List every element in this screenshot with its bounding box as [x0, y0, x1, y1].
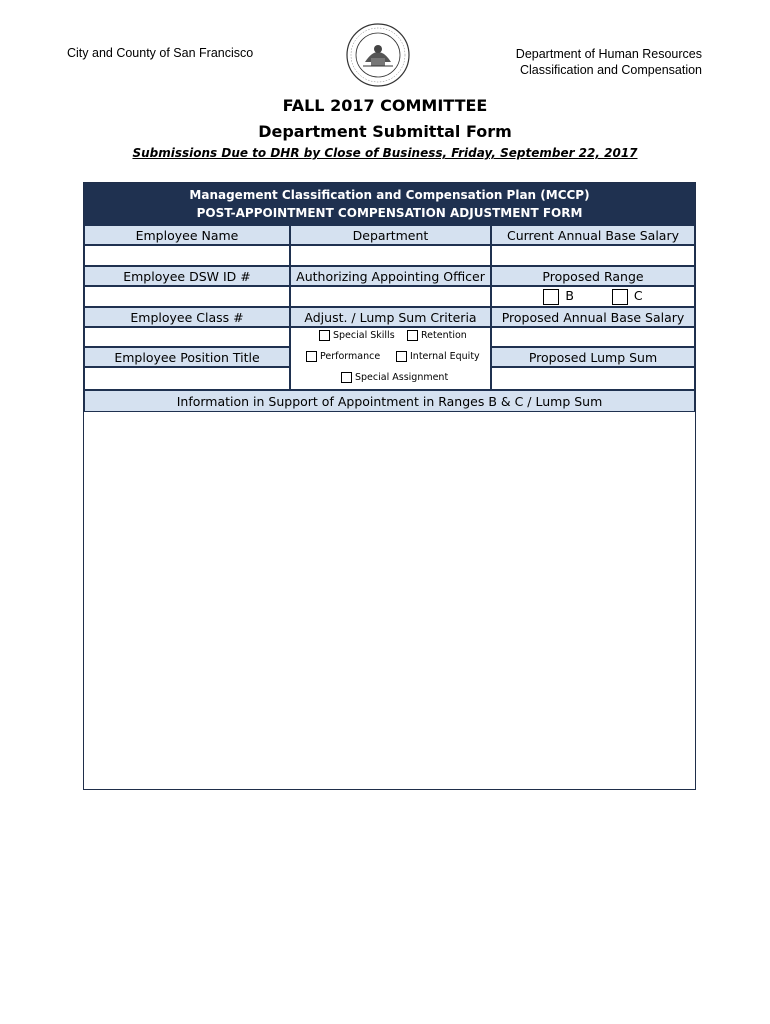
department-input[interactable] [290, 245, 491, 266]
proposed-salary-input[interactable] [491, 327, 695, 347]
option-internal-equity[interactable] [396, 351, 480, 362]
current-salary-label: Current Annual Base Salary [491, 225, 695, 245]
employee-dsw-id-input[interactable] [84, 286, 290, 307]
support-info-textarea[interactable] [84, 412, 695, 788]
header-left: City and County of San Francisco [67, 46, 254, 60]
range-b-text: B [565, 288, 574, 304]
support-info-header: Information in Support of Appointment in Ranges B & C / Lump Sum [84, 390, 695, 412]
range-b-checkbox[interactable] [543, 289, 559, 305]
employee-position-title-label: Employee Position Title [84, 347, 290, 367]
range-c-option[interactable] [612, 288, 643, 305]
due-date-notice: Submissions Due to DHR by Close of Business, Friday, September 22, 2017 [132, 146, 638, 160]
proposed-lump-sum-label: Proposed Lump Sum [491, 347, 695, 367]
option-special-skills[interactable] [319, 330, 395, 341]
internal-equity-checkbox[interactable] [396, 351, 407, 362]
employee-class-input[interactable] [84, 327, 290, 347]
range-c-text: C [633, 288, 643, 304]
proposed-lump-sum-input[interactable] [491, 367, 695, 390]
employee-dsw-id-label: Employee DSW ID # [84, 266, 290, 286]
authorizing-officer-label: Authorizing Appointing Officer [290, 266, 491, 286]
option-performance[interactable] [306, 351, 380, 362]
performance-checkbox[interactable] [306, 351, 317, 362]
proposed-salary-label: Proposed Annual Base Salary [491, 307, 695, 327]
special-skills-checkbox[interactable] [319, 330, 330, 341]
retention-checkbox[interactable] [407, 330, 418, 341]
retention-text: Retention [421, 330, 467, 341]
banner-line2: POST-APPOINTMENT COMPENSATION ADJUSTMENT FORM [196, 206, 583, 220]
special-assignment-checkbox[interactable] [341, 372, 352, 383]
internal-equity-text: Internal Equity [410, 351, 480, 362]
proposed-range-options [491, 286, 695, 307]
title-line2: Department Submittal Form [258, 122, 512, 141]
header-right-line1: Department of Human Resources [515, 47, 702, 61]
option-retention[interactable] [407, 330, 467, 341]
special-skills-text: Special Skills [333, 330, 395, 341]
current-salary-input[interactable] [491, 245, 695, 266]
employee-class-label: Employee Class # [84, 307, 290, 327]
range-c-checkbox[interactable] [612, 289, 628, 305]
submittal-form [83, 182, 696, 790]
employee-name-label: Employee Name [84, 225, 290, 245]
header-right [516, 46, 702, 78]
title-line1: FALL 2017 COMMITTEE [282, 96, 488, 115]
criteria-options [290, 327, 491, 390]
header-right-line2: Classification and Compensation [519, 63, 702, 77]
authorizing-officer-input[interactable] [290, 286, 491, 307]
department-label: Department [290, 225, 491, 245]
form-banner [84, 183, 695, 225]
option-special-assignment[interactable] [341, 372, 448, 383]
city-seal-icon [345, 22, 411, 88]
performance-text: Performance [320, 351, 381, 362]
criteria-label: Adjust. / Lump Sum Criteria [290, 307, 491, 327]
banner-line1: Management Classification and Compensation Plan (MCCP) [189, 188, 590, 202]
special-assignment-text: Special Assignment [355, 372, 449, 383]
proposed-range-label: Proposed Range [491, 266, 695, 286]
range-b-option[interactable] [543, 288, 574, 305]
employee-position-title-input[interactable] [84, 367, 290, 390]
employee-name-input[interactable] [84, 245, 290, 266]
